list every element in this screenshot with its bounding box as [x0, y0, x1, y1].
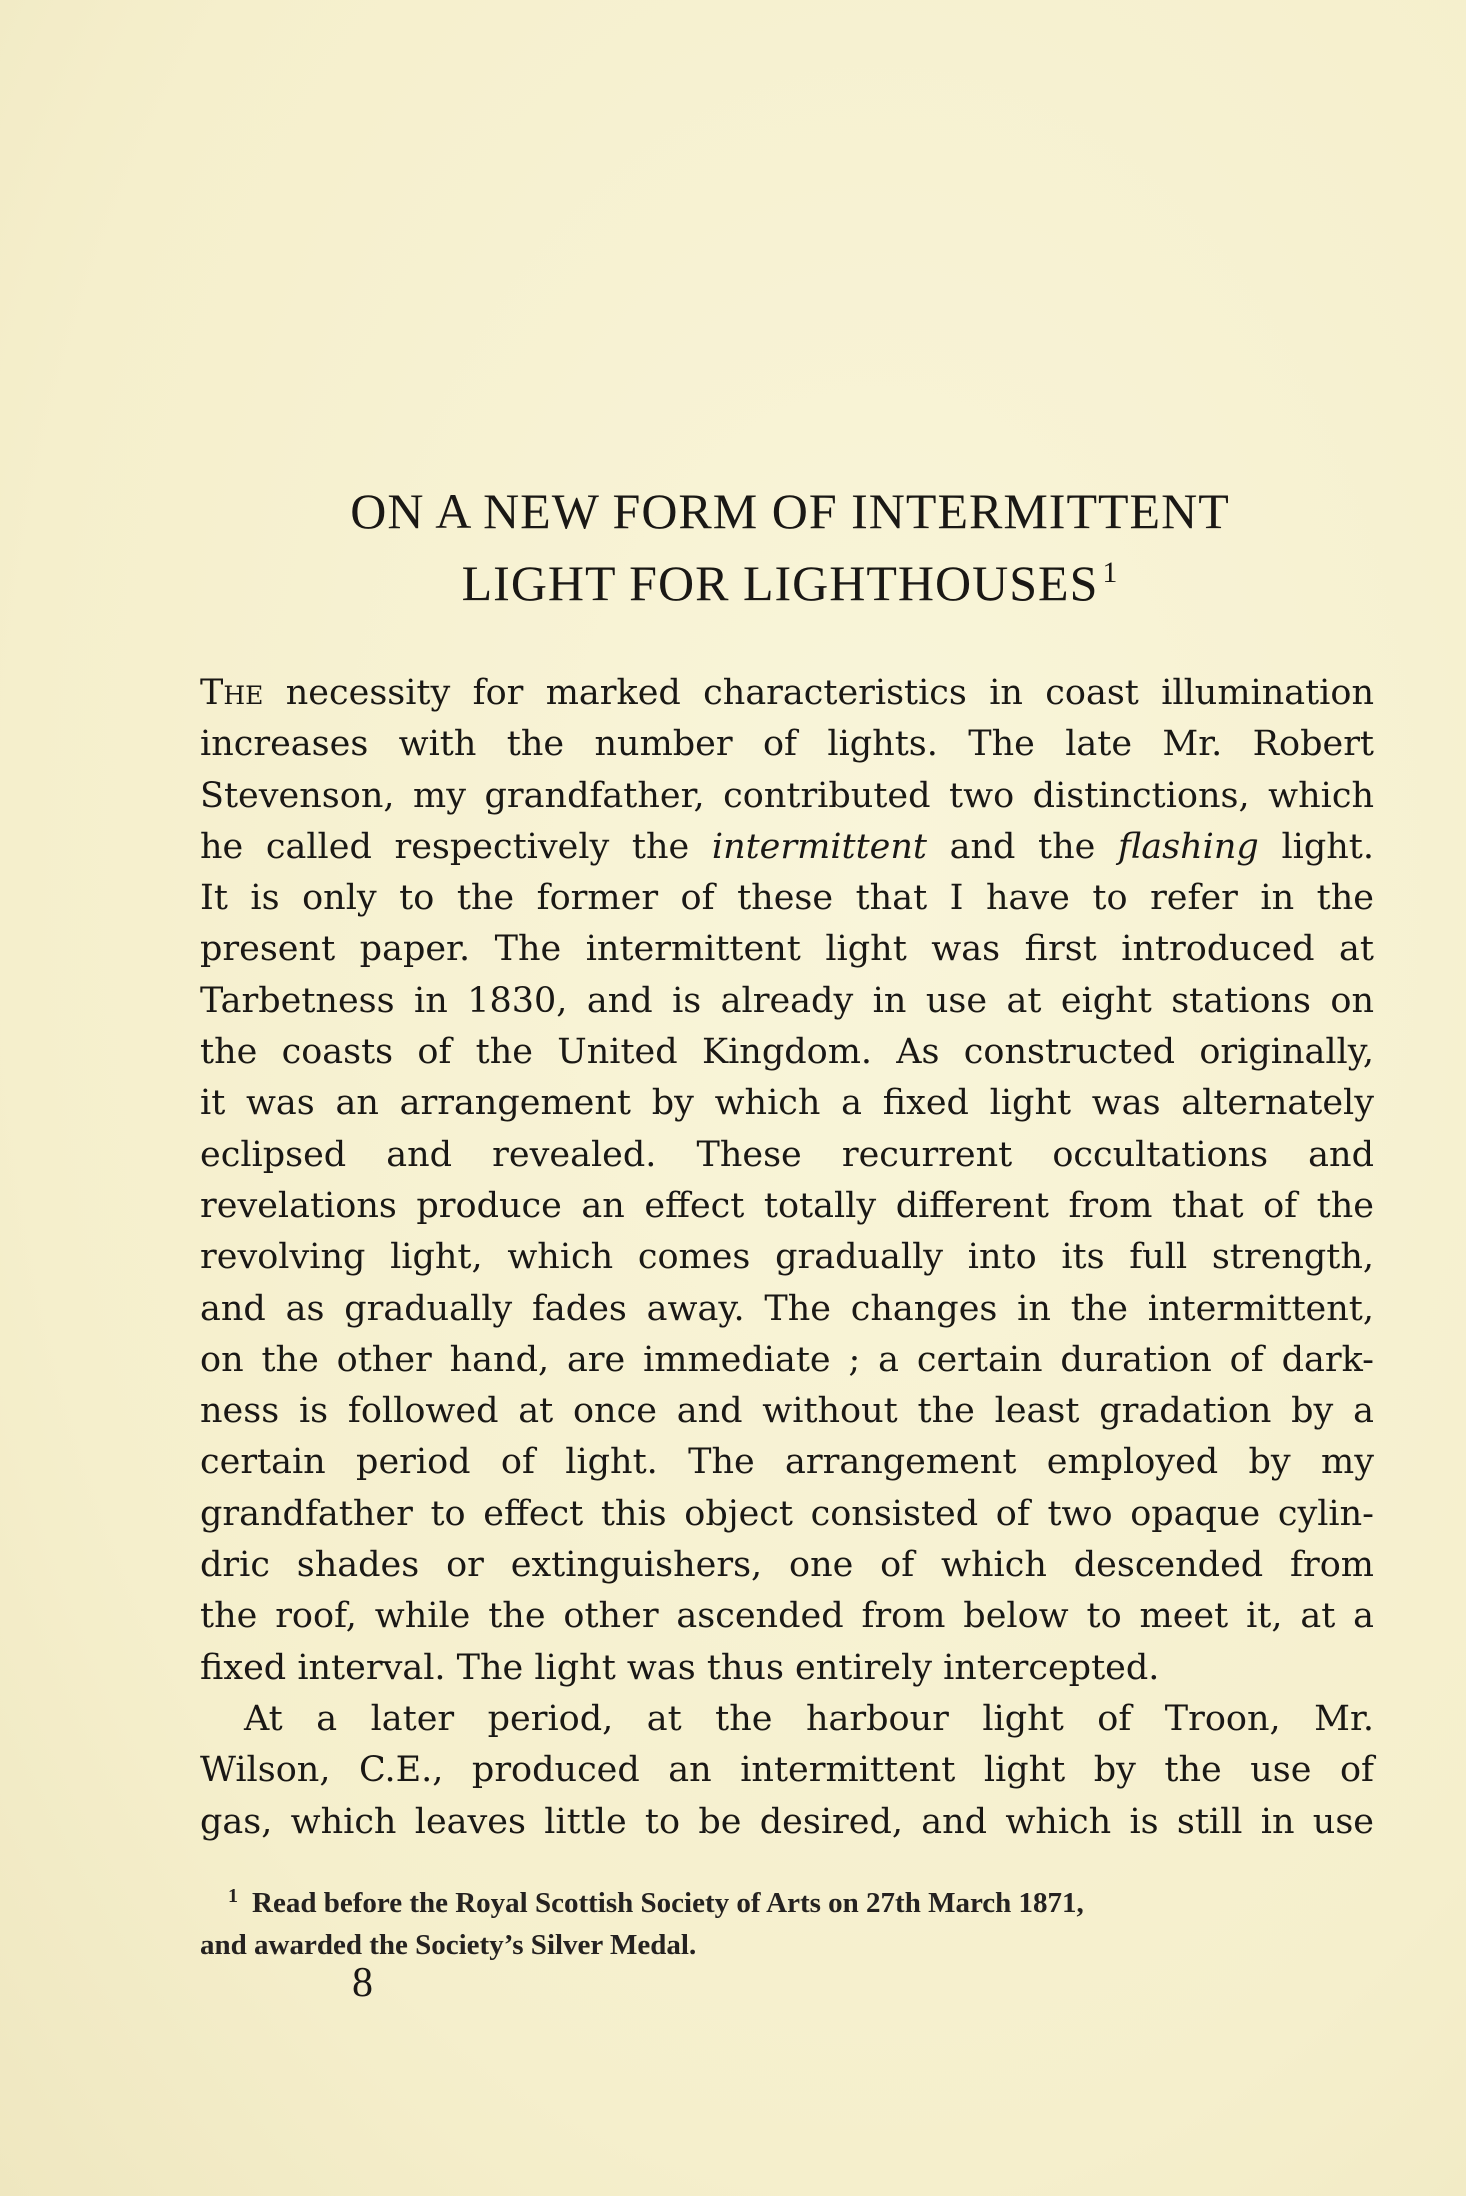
text-line: fixed interval. The light was thus entirely intercepted. [200, 1647, 1160, 1688]
text-line: and as gradually fades away. The changes in the intermittent, [200, 1288, 1374, 1329]
text-line: it was an arrangement by which a fixed light was alternately [200, 1083, 1374, 1124]
text-line: present paper. The intermittent light was first introduced at [200, 929, 1374, 970]
opening-word: The [200, 673, 264, 713]
italic-term: flashing [1117, 826, 1259, 867]
paragraph-1 [200, 668, 1374, 1694]
text-line: revelations produce an effect totally different from that of the [200, 1185, 1374, 1226]
italic-term: intermittent [711, 826, 927, 867]
text-line: eclipsed and revealed. These recurrent occultations and [200, 1134, 1374, 1175]
page-number: 8 [352, 1960, 373, 2006]
footnote-line: $^1$ Read before the Royal Scottish Society of Arts on 27th March 1871, [228, 1885, 1084, 1919]
text-line: Stevenson, my grandfather, contributed two distinctions, which [200, 775, 1374, 816]
text-line: ness is followed at once and without the least gradation by a [200, 1391, 1374, 1432]
text-line: The necessity for marked characteristics in coast illumination [200, 673, 1374, 713]
text-line: gas, which leaves little to be desired, and which is still in use [200, 1801, 1374, 1842]
text-line: It is only to the former of these that I have to refer in the [200, 878, 1374, 919]
title-line-2: LIGHT FOR LIGHTHOUSES $^1$ [461, 555, 1119, 611]
text-line: At a later period, at the harbour light of Troon, Mr. [244, 1698, 1374, 1739]
text-line: increases with the number of lights. The late Mr. Robert [200, 724, 1374, 765]
text-line: Tarbetness in 1830, and is already in use at eight stations on [200, 980, 1374, 1021]
text-line: the coasts of the United Kingdom. As constructed originally, [200, 1032, 1374, 1073]
text-line: on the other hand, are immediate ; a certain duration of dark- [200, 1339, 1374, 1380]
text-line: revolving light, which comes gradually into its full strength, [200, 1237, 1374, 1278]
chapter-title [200, 480, 1380, 614]
text-line: grandfather to effect this object consisted of two opaque cylin- [200, 1493, 1374, 1534]
footnote-line: and awarded the Society’s Silver Medal. [200, 1929, 697, 1961]
text-line: Wilson, C.E., produced an intermittent light by the use of [200, 1750, 1374, 1791]
body-text [200, 668, 1374, 1848]
title-line-1: ON A NEW FORM OF INTERMITTENT [350, 483, 1230, 539]
show-through-text [470, 92, 1210, 472]
text-line: certain period of light. The arrangement employed by my [200, 1442, 1374, 1483]
footnote-reference: 1 [1102, 556, 1119, 589]
paragraph-2 [200, 1694, 1374, 1848]
text-line: dric shades or extinguishers, one of which descended from [200, 1545, 1374, 1586]
text-line: he called respectively the intermittent and the flashing light. [200, 826, 1374, 867]
footnote [200, 1875, 1374, 1966]
text-line: the roof, while the other ascended from below to meet it, at a [200, 1596, 1374, 1637]
footnote-mark: 1 [228, 1885, 238, 1907]
